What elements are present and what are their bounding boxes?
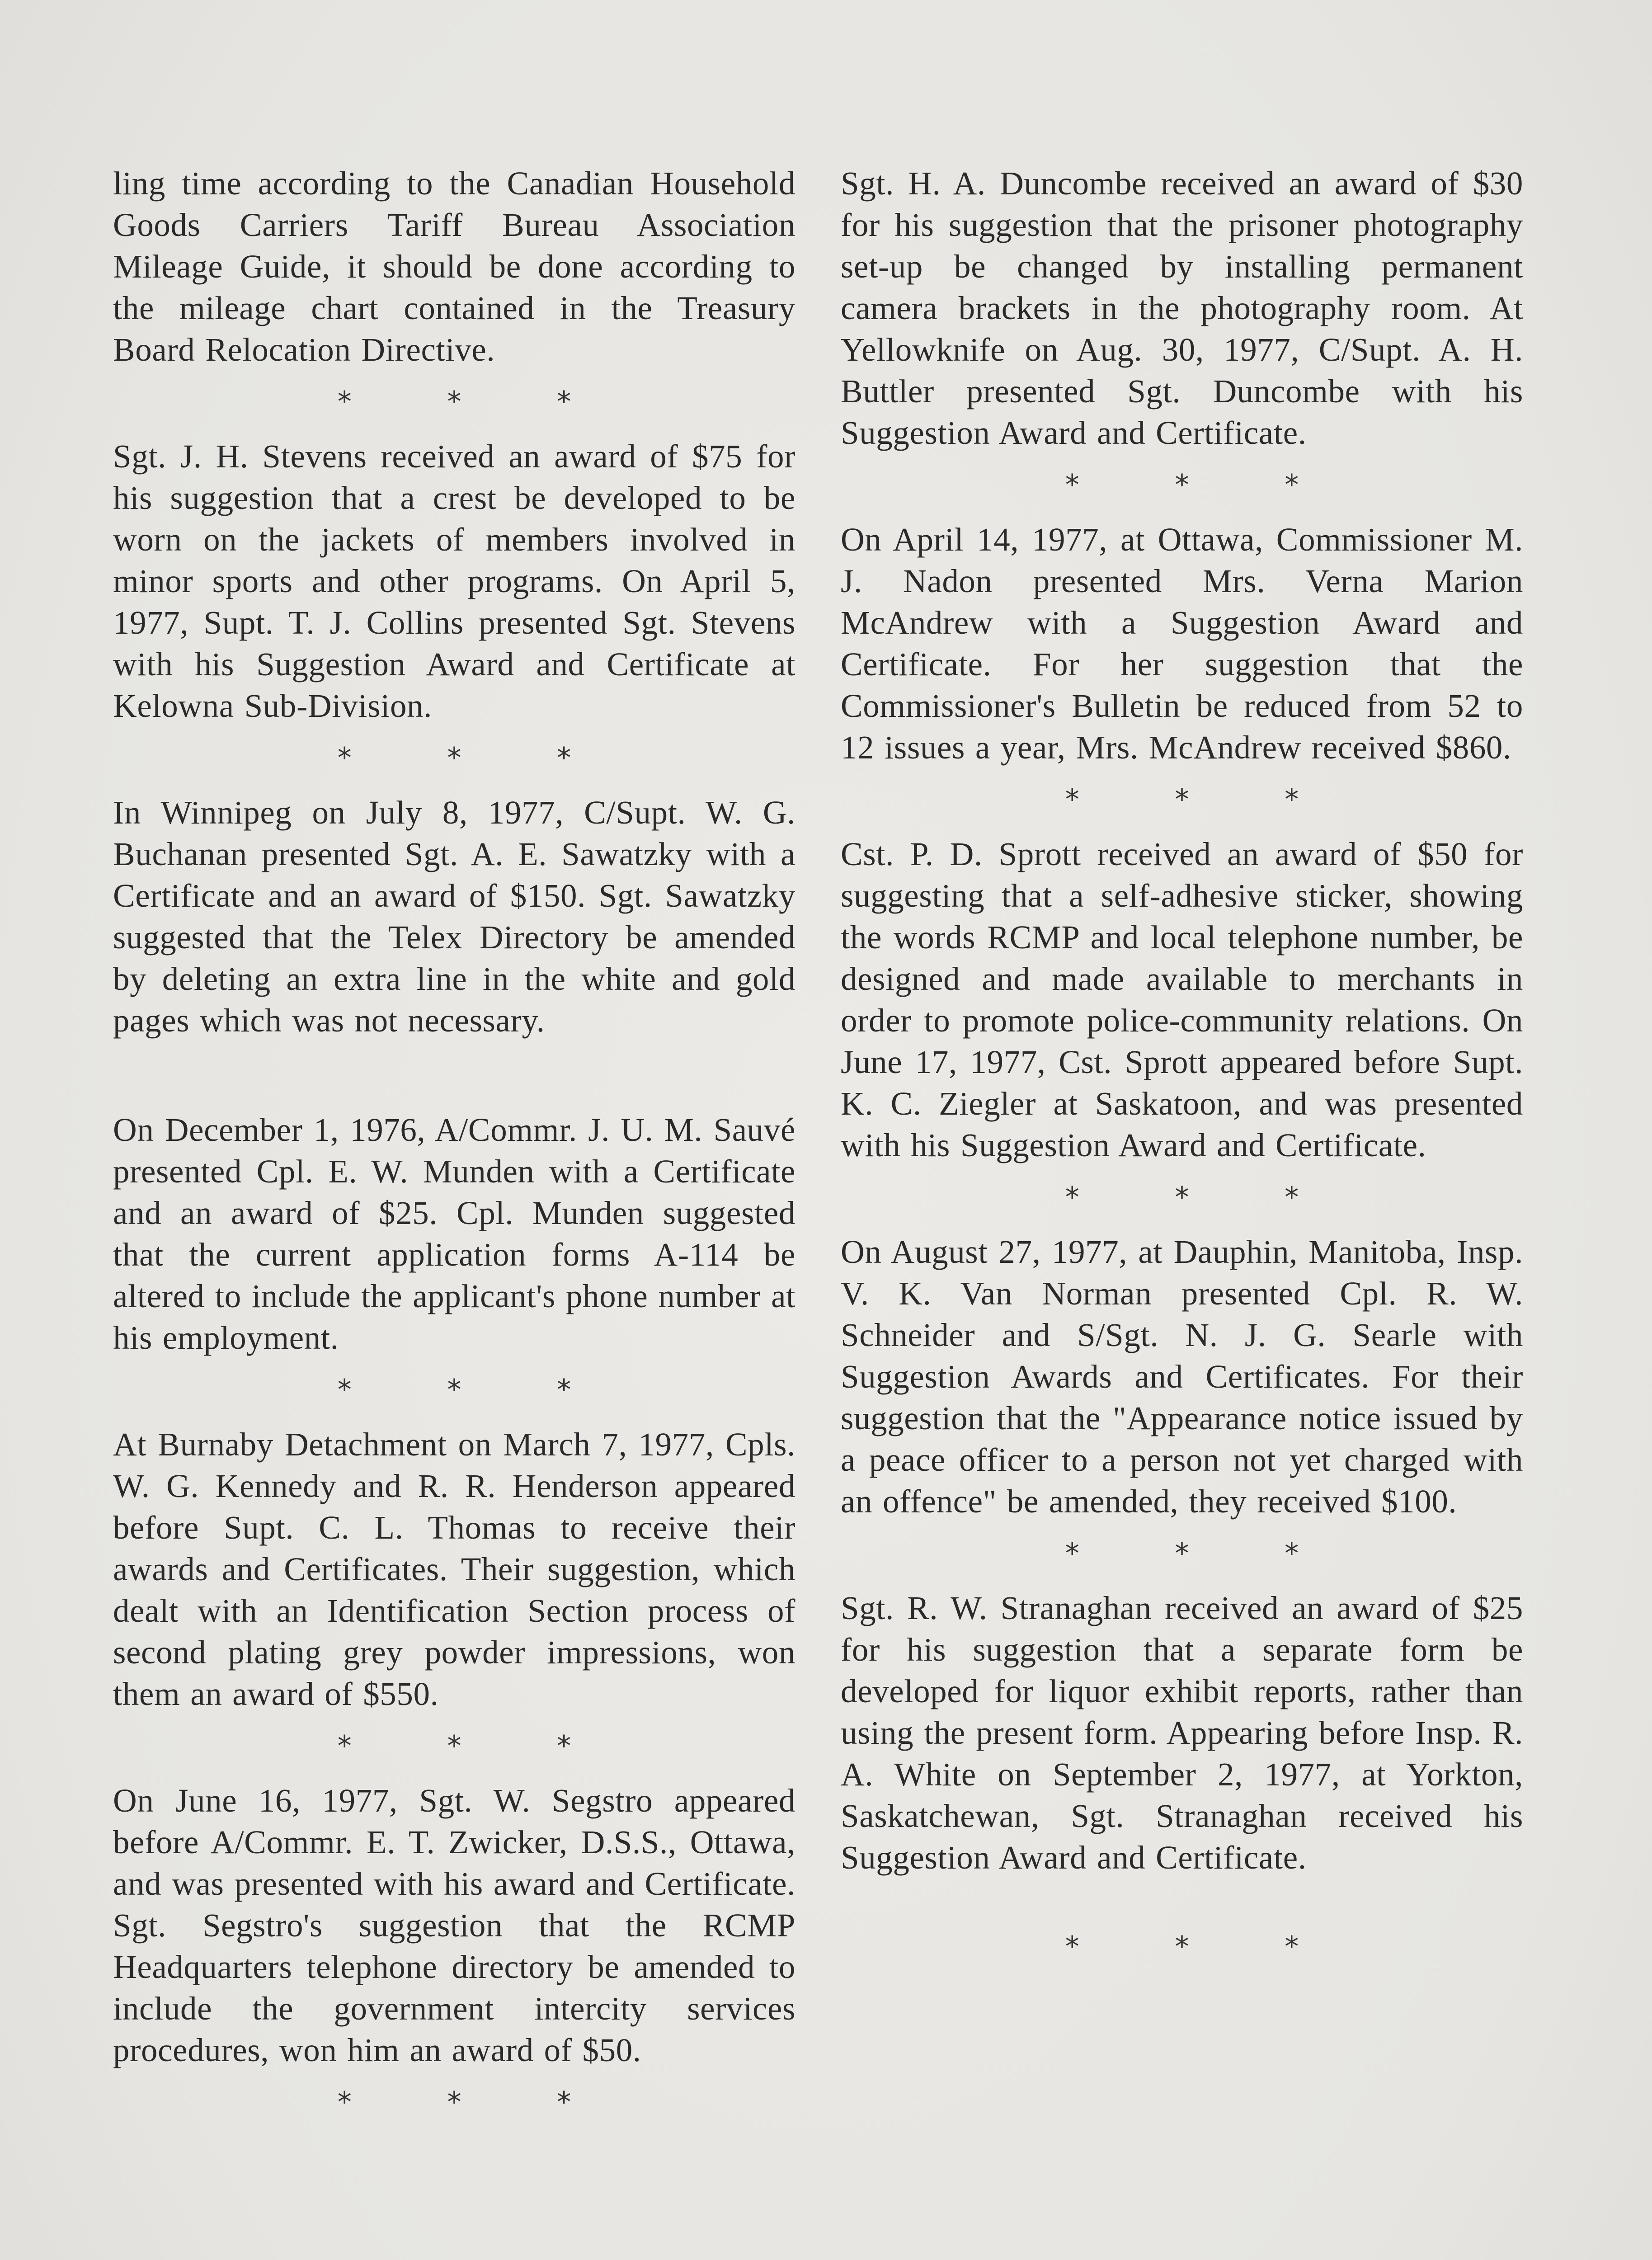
section-separator: * * * bbox=[1065, 468, 1342, 501]
section-separator: * * * bbox=[1065, 783, 1342, 816]
right-column bbox=[841, 163, 1523, 1981]
article-paragraph: On April 14, 1977, at Ottawa, Commissioner M. J. Nadon presented Mrs. Verna Marion McAndrew with a Suggestion Award and Certificate. For her suggestion that the Commissioner's Bulletin be reduced from 52 to 12 issues a year, Mrs. McAndrew received $860. bbox=[841, 521, 1523, 766]
article-paragraph: Sgt. J. H. Stevens received an award of $75 for his suggestion that a crest be developed to be worn on the jackets of members involved in minor sports and other programs. On April 5, 1977, Supt. T. J. Collins presented Sgt. Stevens with his Suggestion Award and Certificate at Kelowna Sub-Division. bbox=[113, 438, 795, 724]
blank-gap bbox=[113, 1041, 795, 1109]
section-separator: * * * bbox=[337, 1373, 615, 1406]
section-separator: * * * bbox=[337, 385, 615, 418]
section-separator: * * * bbox=[1065, 1181, 1342, 1214]
article-paragraph: At Burnaby Detachment on March 7, 1977, Cpls. W. G. Kennedy and R. R. Henderson appeared before Supt. C. L. Thomas to receive their awards and Certificates. Their suggestion, which dealt with an Identification Section process of second plating grey powder impressions, won them an award of $550. bbox=[113, 1426, 795, 1712]
article-paragraph: Sgt. R. W. Stranaghan received an award of $25 for his suggestion that a separate form be developed for liquor exhibit reports, rather than using the present form. Appearing before Insp. R. A. White on September 2, 1977, at Yorkton, Saskatchewan, Sgt. Stranaghan received his Suggestion Award and Certificate. bbox=[841, 1590, 1523, 1876]
article-paragraph: On June 16, 1977, Sgt. W. Segstro appeared before A/Commr. E. T. Zwicker, D.S.S., Ottawa, and was presented with his award and Certificate. Sgt. Segstro's suggestion that the RCMP Headquarters telephone directory be amended to include the government intercity services procedures, won him an award of $50. bbox=[113, 1782, 795, 2068]
section-separator: * * * bbox=[337, 741, 615, 774]
section-separator: * * * bbox=[337, 1729, 615, 1762]
article-paragraph: On December 1, 1976, A/Commr. J. U. M. Sauvé presented Cpl. E. W. Munden with a Certificate and an award of $25. Cpl. Munden suggested that the current application forms A-114 be altered to include the applicant's phone number at his employment. bbox=[113, 1111, 795, 1356]
article-paragraph: On August 27, 1977, at Dauphin, Manitoba, Insp. V. K. Van Norman presented Cpl. R. W. Schneider and S/Sgt. N. J. G. Searle with Suggestion Awards and Certificates. For their suggestion that the "Appearance notice issued by a peace officer to a person not yet charged with an offence" be amended, they received $100. bbox=[841, 1234, 1523, 1520]
left-column bbox=[113, 163, 795, 2136]
article-paragraph: ling time according to the Canadian Household Goods Carriers Tariff Bureau Association Mileage Guide, it should be done according to the mileage chart contained in the Treasury Board Relocation Directive. bbox=[113, 165, 795, 368]
article-paragraph: Sgt. H. A. Duncombe received an award of $30 for his suggestion that the prisoner photography set-up be changed by installing permanent camera brackets in the photography room. At Yellowknife on Aug. 30, 1977, C/Supt. A. H. Buttler presented Sgt. Duncombe with his Suggestion Award and Certificate. bbox=[841, 165, 1523, 451]
article-paragraph: In Winnipeg on July 8, 1977, C/Supt. W. G. Buchanan presented Sgt. A. E. Sawatzky with a Certificate and an award of $150. Sgt. Sawatzky suggested that the Telex Directory be amended by deleting an extra line in the white and gold pages which was not necessary. bbox=[113, 794, 795, 1039]
section-separator: * * * bbox=[337, 2086, 615, 2119]
section-separator: * * * bbox=[1065, 1537, 1342, 1570]
article-paragraph: Cst. P. D. Sprott received an award of $50 for suggesting that a self-adhesive sticker, showing the words RCMP and local telephone number, be designed and made available to merchants in order to promote police-community relations. On June 17, 1977, Cst. Sprott appeared before Supt. K. C. Ziegler at Saskatoon, and was presented with his Suggestion Award and Certificate. bbox=[841, 836, 1523, 1163]
section-separator: * * * bbox=[1065, 1930, 1342, 1963]
